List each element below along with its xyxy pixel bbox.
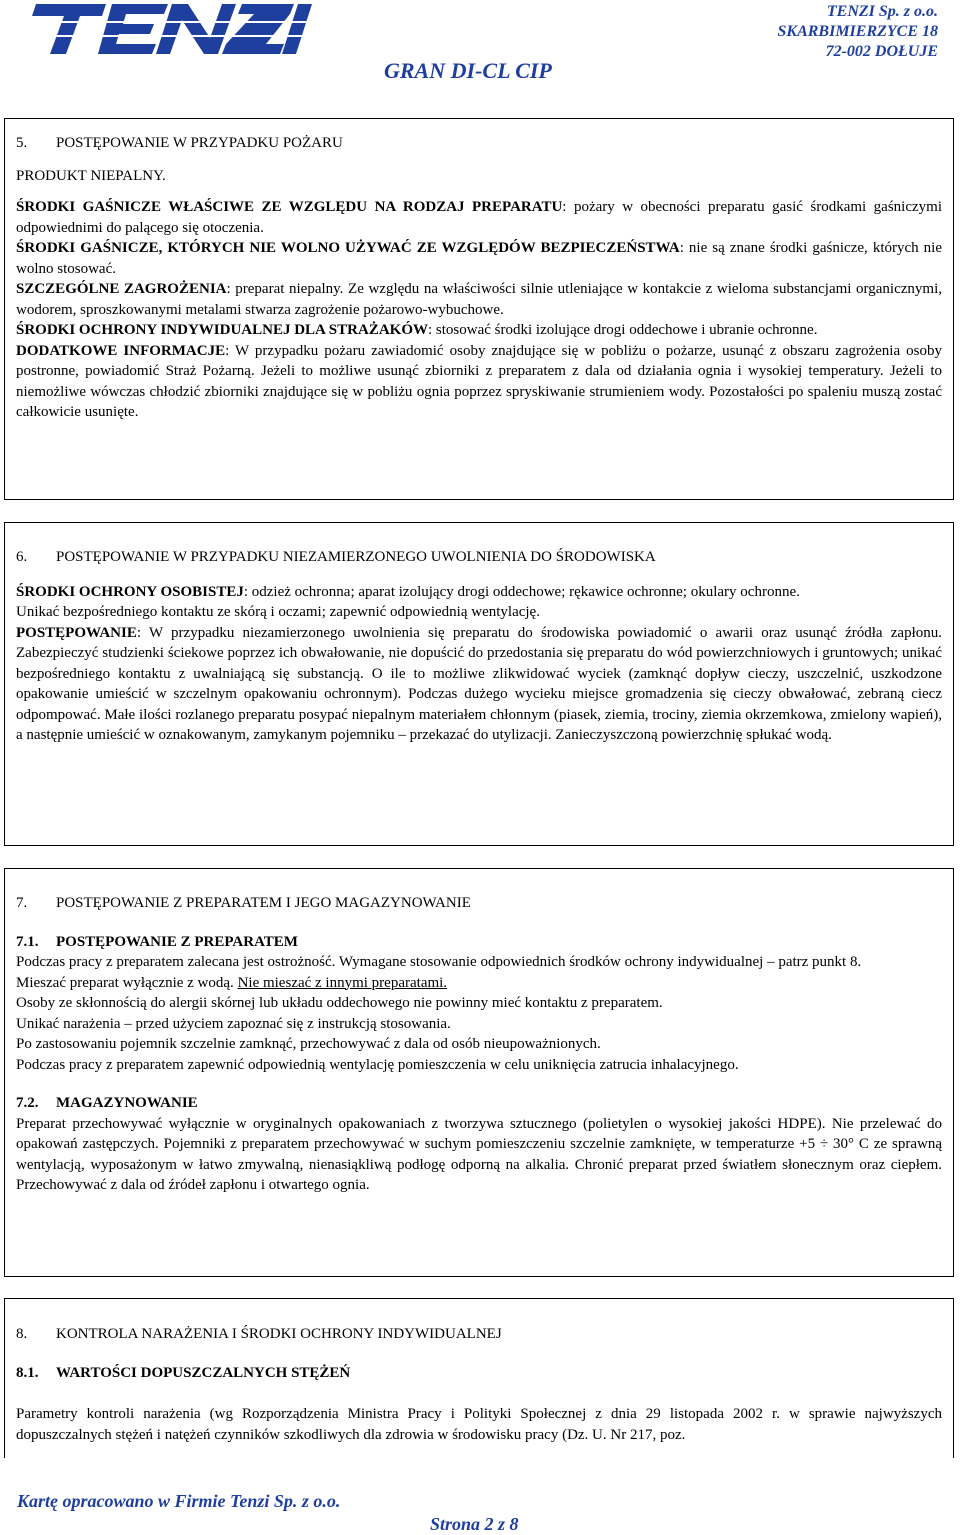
text: : stosować środki izolujące drogi oddechowe i ubranie ochronne. (428, 322, 818, 338)
paragraph (16, 320, 942, 341)
paragraph (16, 279, 942, 320)
text: : W przypadku pożaru zawiadomić osoby znajdujące się w pobliżu o pożarze, usunąć z obszaru zagrożenia osoby postronne, powiadomić Straż Pożarną. Jeżeli to możliwe usunąć zbiorniki z preparatem z dala od działania ognia i wysokiej temperatury. Jeżeli to niemożliwe wówczas chłodzić zbiorniki znajdujące się w pobliżu ognia poprzez spryskiwanie strumieniem wody. Pozostałości po spaleniu muszą zostać całkowicie usunięte. (16, 342, 942, 420)
paragraph: Osoby ze skłonnością do alergii skórnej lub układu oddechowego nie powinny mieć kontaktu z preparatem. (16, 995, 663, 1011)
text: : W przypadku niezamierzonego uwolnienia się preparatu do środowiska powiadomić o awarii oraz usunąć źródła zapłonu. Zabezpieczyć studzienki ściekowe poprzez ich obwałowanie, nie dopuścić do przedostania się preparatu do wód powierzchniowych i gruntowych; unikać bezpośredniego kontaktu z uwalniającą się substancją. O ile to możliwe zlikwidować wyciek (zamknąć dopływ cieczy, uszczelnić, uszkodzone opakowanie umieścić w szczelnym opakowaniu ochronnym). Podczas dużego wycieku miejsce gromadzenia się cieczy obwałować, zebraną ciecz odpompować. Małe ilości rozlanego preparatu posypać niepalnym materiałem chłonnym (piasek, ziemia, trociny, ziemia okrzemkowa, zmielony wapień), a następnie umieścić w oznakowanym, zamykanym pojemniku – przekazać do utylizacji. Zanieczyszczoną powierzchnię spłukać wodą. (16, 624, 942, 743)
produkt-note: PRODUKT NIEPALNY. (16, 167, 166, 184)
paragraph: Po zastosowaniu pojemnik szczelnie zamknąć, przechowywać z dala od osób nieupoważnionych. (16, 1036, 601, 1052)
section-title: KONTROLA NARAŻENIA I ŚRODKI OCHRONY INDYWIDUALNEJ (56, 1326, 502, 1342)
subsection-title: MAGAZYNOWANIE (56, 1095, 198, 1111)
paragraph: Podczas pracy z preparatem zapewnić odpowiednią wentylację pomieszczenia w celu uniknięcia zatrucia inhalacyjnego. (16, 1056, 739, 1073)
section-number: 7. (16, 895, 28, 911)
text: : odzież ochronna; aparat izolujący drogi oddechowe; rękawice ochronne; okulary ochronne. (243, 583, 800, 600)
page-number: Strona 2 z 8 (430, 1514, 519, 1534)
paragraph: Podczas pracy z preparatem zalecana jest ostrożność. Wymagane stosowanie odpowiednich środków ochrony indywidualnej – patrz punkt 8. (16, 954, 862, 970)
label: DODATKOWE INFORMACJE (16, 342, 226, 359)
paragraph (16, 197, 942, 238)
product-name: GRAN DI-CL CIP (384, 58, 552, 83)
paragraph: Preparat przechowywać wyłącznie w oryginalnych opakowaniach z tworzywa sztucznego (polietylen o wysokiej jakości HDPE). Nie przelewać do opakowań zastępczych. Pojemniki z preparatem przechowywać w suchym pomieszczeniu szczelnie zamknięte, w temperaturze +5 ÷ 30° C ze sprawną wentylacją, wyposażonym w łatwo zmywalną, nienasiąkliwą podłogę odporną na alkalia. Chronić preparat przed światłem słonecznym oraz ciepłem. Przechowywać z dala od źródeł zapłonu i otwartego ognia. (16, 1115, 942, 1193)
text: : preparat niepalny. Ze względu na właściwości silnie utleniające w kontakcie z wieloma substancjami organicznymi, wodorem, sproszkowanymi metalami stwarza zagrożenie pożarowo-wybuchowe. (16, 281, 942, 318)
section-number: 8. (16, 1326, 28, 1342)
paragraph: Unikać bezpośredniego kontaktu ze skórą i oczami; zapewnić odpowiednią wentylację. (16, 604, 540, 620)
company-city: 72-002 DOŁUJE (825, 43, 938, 60)
subsection-8-1-heading (16, 1363, 942, 1384)
section-8 (4, 1298, 954, 1458)
company-address (778, 2, 939, 62)
paragraph (16, 341, 942, 423)
tenzi-logo (22, 0, 312, 58)
subsection-7-1-heading (16, 932, 942, 953)
page-header (0, 0, 960, 100)
section-7-heading (16, 893, 942, 914)
label: ŚRODKI OCHRONY OSOBISTEJ (16, 583, 244, 600)
paragraph: Parametry kontroli narażenia (wg Rozporządzenia Ministra Pracy i Polityki Społecznej z dnia 29 listopada 2002 r. w sprawie najwyższych dopuszczalnych stężeń i natężeń czynników szkodliwych dla zdrowia w środowisku pracy (Dz. U. Nr 217, poz. (16, 1406, 942, 1443)
paragraph (16, 623, 942, 746)
subsection-title: WARTOŚCI DOPUSZCZALNYCH STĘŻEŃ (56, 1364, 351, 1381)
subsection-number: 8.1. (16, 1364, 39, 1381)
label: ŚRODKI GAŚNICZE, KTÓRYCH NIE WOLNO UŻYWAĆ ZE WZGLĘDÓW BEZPIECZEŃSTWA (16, 240, 680, 256)
label: ŚRODKI GAŚNICZE WŁAŚCIWE ZE WZGLĘDU NA RODZAJ PREPARATU (16, 199, 563, 215)
underlined-text: Nie mieszać z innymi preparatami. (237, 974, 448, 991)
label: SZCZEGÓLNE ZAGROŻENIA (16, 281, 227, 297)
section-title: POSTĘPOWANIE W PRZYPADKU POŻARU (56, 135, 343, 151)
paragraph (16, 238, 942, 279)
section-5-heading (16, 133, 942, 154)
text: Mieszać preparat wyłącznie z wodą. (16, 974, 238, 991)
subsection-title: POSTĘPOWANIE Z PREPARATEM (56, 933, 298, 950)
section-number: 6. (16, 549, 28, 565)
label: POSTĘPOWANIE (16, 624, 137, 641)
text: : pożary w obecności preparatu gasić środkami gaśniczymi odpowiednimi do palącego się otoczenia. (16, 199, 942, 236)
section-7 (4, 868, 954, 1277)
section-5 (4, 118, 954, 500)
subsection-number: 7.1. (16, 933, 39, 950)
section-6-heading (16, 547, 942, 568)
paragraph: Unikać narażenia – przed użyciem zapoznać się z instrukcją stosowania. (16, 1015, 451, 1032)
subsection-7-2-heading (16, 1093, 942, 1114)
section-6 (4, 522, 954, 846)
section-title: POSTĘPOWANIE W PRZYPADKU NIEZAMIERZONEGO UWOLNIENIA DO ŚRODOWISKA (56, 549, 656, 565)
section-8-heading (16, 1324, 942, 1345)
section-number: 5. (16, 135, 28, 151)
section-title: POSTĘPOWANIE Z PREPARATEM I JEGO MAGAZYNOWANIE (56, 895, 471, 911)
label: ŚRODKI OCHRONY INDYWIDUALNEJ DLA STRAŻAKÓW (16, 322, 428, 338)
text: : nie są znane środki gaśnicze, których nie wolno stosować. (16, 240, 943, 277)
footer-prepared-by: Kartę opracowano w Firmie Tenzi Sp. z o.o. (17, 1491, 341, 1511)
company-name: TENZI Sp. z o.o. (826, 3, 938, 20)
paragraph (16, 582, 942, 603)
company-street: SKARBIMIERZYCE 18 (777, 23, 938, 40)
paragraph (16, 973, 942, 994)
subsection-number: 7.2. (16, 1095, 39, 1111)
